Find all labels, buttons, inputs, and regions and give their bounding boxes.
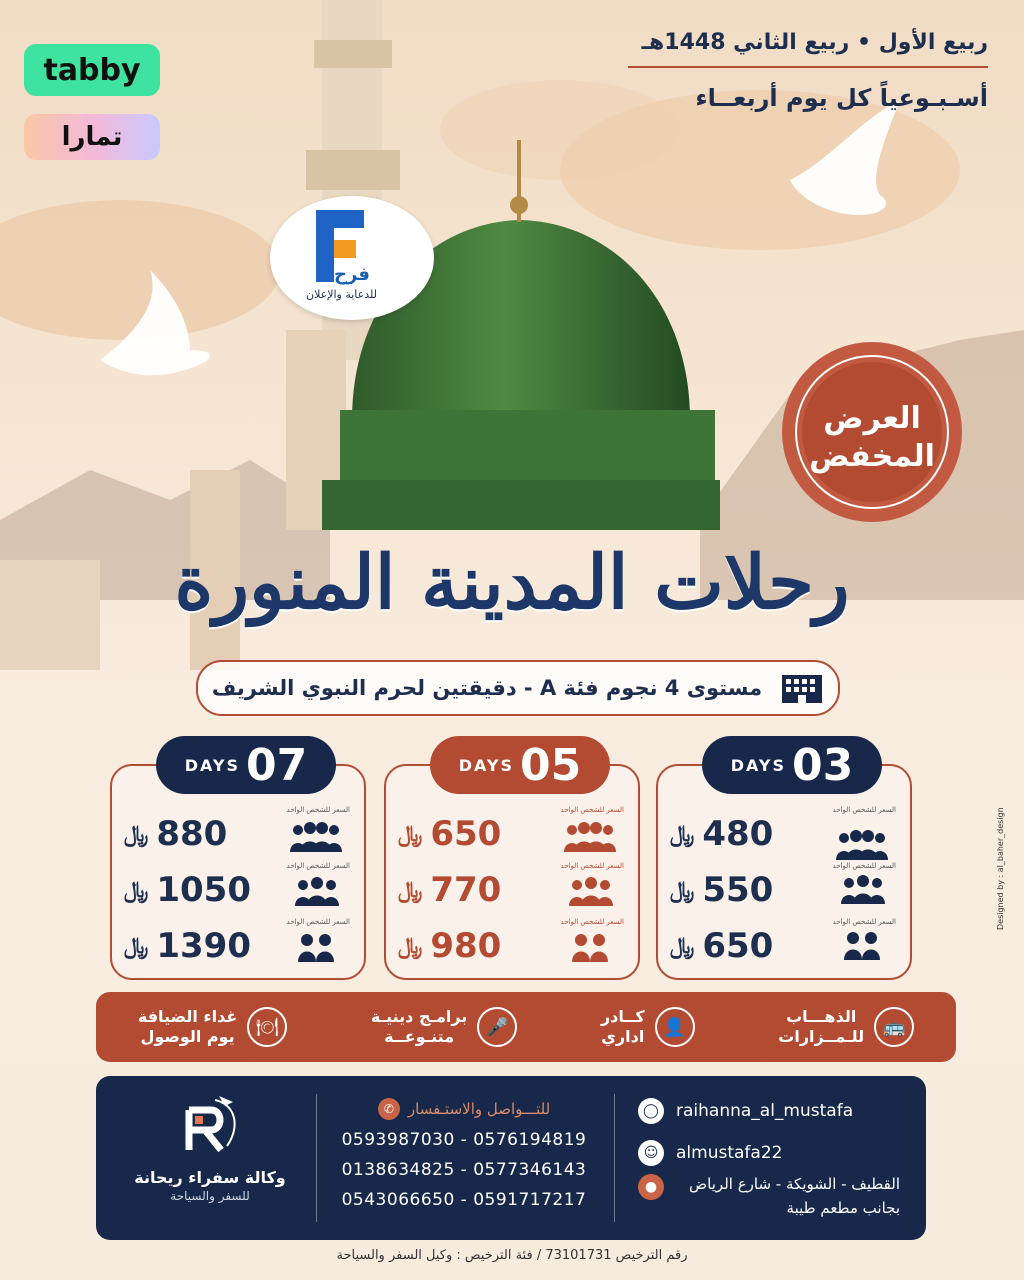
three-people-icon xyxy=(568,876,614,908)
feature-line-2: اداري xyxy=(601,1027,645,1046)
two-people-icon xyxy=(844,930,880,962)
days-label: DAYS xyxy=(730,755,786,775)
riyal-icon: ﷼ xyxy=(670,821,695,847)
instagram-handle: raihanna_al_mustafa xyxy=(676,1101,854,1121)
price-value: 650 xyxy=(702,926,774,966)
phone-numbers[interactable]: 0543066650 - 0591717217 xyxy=(341,1190,587,1210)
page-title: رحلات المدينة المنورة xyxy=(174,540,850,626)
address-line-1: القطيف - الشويكة - شارع الرياض xyxy=(689,1175,900,1193)
badge-line-1: العرض xyxy=(823,401,921,436)
days-number: 03 xyxy=(792,739,854,791)
price-note: السعر للشخص الواحد xyxy=(286,918,350,926)
address-line-2: بجانب مطعم طيبة xyxy=(786,1199,900,1217)
package-card-5-days xyxy=(384,739,640,980)
price-note: السعر للشخص الواحد xyxy=(560,918,624,926)
days-number: 07 xyxy=(246,739,308,791)
feature-visits xyxy=(778,1007,914,1047)
two-people-icon xyxy=(572,932,608,964)
tamara-payment-badge xyxy=(24,114,160,160)
agency-logo-icon xyxy=(175,1090,245,1160)
price-value: 880 xyxy=(156,814,228,854)
price-note: السعر للشخص الواحد xyxy=(560,806,624,814)
agency-subtitle: للسفر والسياحة xyxy=(170,1189,250,1203)
price-value: 980 xyxy=(430,926,502,966)
address xyxy=(680,1172,900,1220)
price-row xyxy=(124,918,350,974)
sponsor-name: فرح xyxy=(334,264,370,285)
price-note: السعر للشخص الواحد xyxy=(832,918,896,926)
feature-line-1: برامـج دينيـة xyxy=(370,1007,468,1026)
price-value: 480 xyxy=(702,814,774,854)
trip-dates: ربيع الأول • ربيع الثاني 1448هـ xyxy=(641,30,988,55)
price-row xyxy=(398,806,624,862)
price-note: السعر للشخص الواحد xyxy=(286,806,350,814)
feature-lunch xyxy=(138,1007,287,1047)
features-bar xyxy=(96,992,956,1062)
phone-numbers[interactable]: 0593987030 - 0576194819 xyxy=(341,1130,587,1150)
divider xyxy=(316,1094,317,1222)
three-people-icon xyxy=(294,876,340,908)
riyal-icon: ﷼ xyxy=(398,933,423,959)
trip-schedule: أسـبـوعياً كل يوم أربعــاء xyxy=(695,84,988,112)
package-days-header xyxy=(430,736,610,794)
tabby-label: tabby xyxy=(43,52,141,88)
price-note: السعر للشخص الواحد xyxy=(560,862,624,870)
feature-line-1: كــادر xyxy=(600,1007,645,1026)
price-row xyxy=(670,918,896,974)
snapchat-handle: almustafa22 xyxy=(676,1143,783,1163)
riyal-icon: ﷼ xyxy=(124,821,149,847)
price-row xyxy=(670,862,896,918)
price-note: السعر للشخص الواحد xyxy=(832,862,896,870)
microphone-icon: 🎤 xyxy=(477,1007,517,1047)
riyal-icon: ﷼ xyxy=(670,877,695,903)
four-people-icon xyxy=(288,820,344,856)
discount-badge xyxy=(780,340,964,524)
price-row xyxy=(670,806,896,862)
agency-block xyxy=(110,1090,310,1203)
two-people-icon xyxy=(298,932,334,964)
price-value: 550 xyxy=(702,870,774,910)
three-people-icon xyxy=(840,874,886,906)
days-label: DAYS xyxy=(184,755,240,775)
feature-line-2: يوم الوصول xyxy=(140,1027,235,1046)
hotel-info-pill xyxy=(196,660,840,716)
riyal-icon: ﷼ xyxy=(124,877,149,903)
bus-icon: 🚌 xyxy=(874,1007,914,1047)
feature-line-2: للـمــزارات xyxy=(778,1027,865,1046)
four-people-icon xyxy=(562,820,618,856)
price-note: السعر للشخص الواحد xyxy=(832,806,896,814)
feature-line-1: غداء الضيافة xyxy=(137,1007,238,1026)
divider xyxy=(628,66,988,68)
tabby-payment-badge xyxy=(24,44,160,96)
price-row xyxy=(124,806,350,862)
feature-line-2: متنـوعــة xyxy=(384,1027,455,1046)
phones-title: للتـــواصل والاستـفسار xyxy=(407,1100,551,1118)
social-block xyxy=(638,1098,853,1182)
days-number: 05 xyxy=(520,739,582,791)
price-value: 1050 xyxy=(156,870,251,910)
badge-line-2: المخفض xyxy=(809,439,935,474)
feature-line-1: الذهـــاب xyxy=(786,1007,857,1026)
farah-sponsor-logo xyxy=(270,196,434,320)
license-text: رقم الترخيص 73101731 / فئة الترخيص : وكيل السفر والسياحة xyxy=(336,1248,688,1263)
riyal-icon: ﷼ xyxy=(670,933,695,959)
hotel-description: مستوى 4 نجوم فئة A - دقيقتين لحرم النبوي الشريف xyxy=(211,676,763,700)
price-value: 770 xyxy=(430,870,502,910)
four-people-icon xyxy=(834,828,890,864)
price-value: 1390 xyxy=(156,926,251,966)
riyal-icon: ﷼ xyxy=(124,933,149,959)
snapchat-row[interactable] xyxy=(638,1140,853,1166)
phone-numbers[interactable]: 0138634825 - 0577346143 xyxy=(341,1160,587,1180)
agency-name: وكالة سفراء ريحانة xyxy=(134,1168,286,1187)
location-pin-icon: ● xyxy=(638,1174,664,1200)
staff-icon: 👤 xyxy=(655,1007,695,1047)
price-value: 650 xyxy=(430,814,502,854)
price-note: السعر للشخص الواحد xyxy=(286,862,350,870)
contact-panel xyxy=(96,1076,926,1240)
divider xyxy=(614,1094,615,1222)
riyal-icon: ﷼ xyxy=(398,821,423,847)
price-row xyxy=(398,918,624,974)
price-row xyxy=(124,862,350,918)
feature-staff xyxy=(601,1007,695,1047)
tamara-label: تمارا xyxy=(61,122,123,152)
instagram-icon: ◯ xyxy=(638,1098,664,1124)
dining-icon: 🍽 xyxy=(247,1007,287,1047)
package-days-header xyxy=(702,736,882,794)
package-days-header xyxy=(156,736,336,794)
days-label: DAYS xyxy=(458,755,514,775)
riyal-icon: ﷼ xyxy=(398,877,423,903)
instagram-row[interactable] xyxy=(638,1098,853,1124)
snapchat-icon: ☺ xyxy=(638,1140,664,1166)
phones-block xyxy=(334,1098,594,1210)
designer-credit: Designed by : al_baher_design xyxy=(996,807,1005,930)
sponsor-tagline: للدعاية والإعلان xyxy=(306,288,377,301)
building-icon xyxy=(780,671,824,705)
phone-icon: ✆ xyxy=(378,1098,400,1120)
package-card-3-days xyxy=(656,739,912,980)
package-card-7-days xyxy=(110,739,366,980)
feature-programs xyxy=(371,1007,517,1047)
price-row xyxy=(398,862,624,918)
